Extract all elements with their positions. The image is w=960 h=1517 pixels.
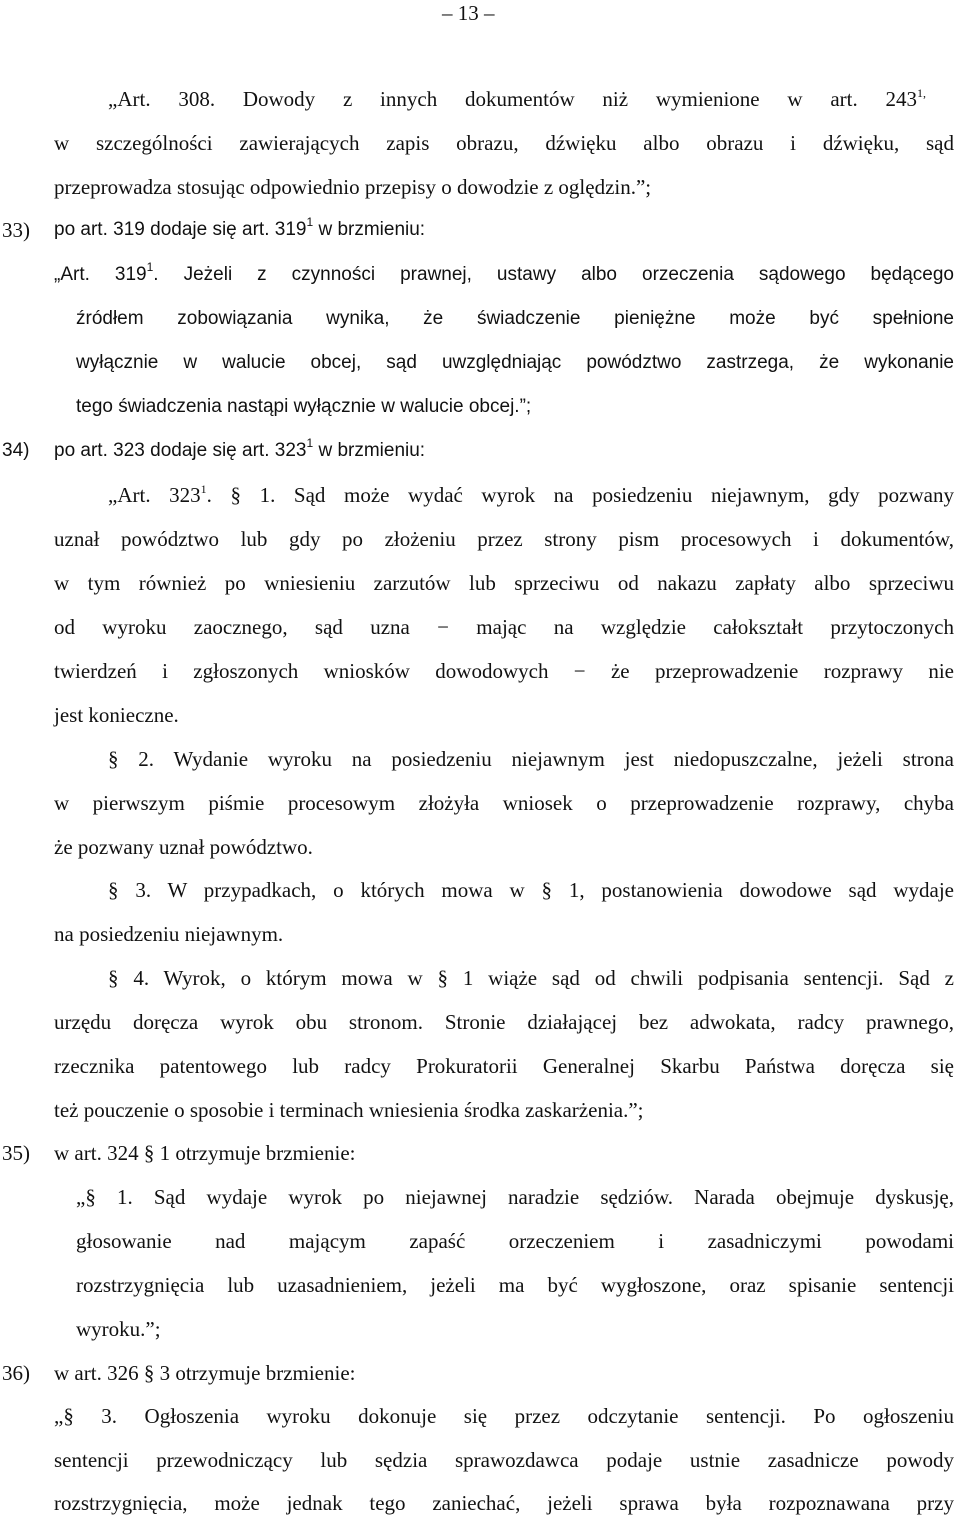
text-line: rozstrzygnięcia lub uzasadnieniem, jeżeli ma być wygłoszone, oraz spisanie sentencji (76, 1273, 954, 1297)
item-number: 36) (2, 1361, 30, 1385)
text-line: wyłącznie w walucie obcej, sąd uwzględniając powództwo zastrzega, że wykonanie (76, 352, 954, 373)
text-line: w tym również po wniesieniu zarzutów lub sprzeciwu od nakazu zapłaty albo sprzeciwu (54, 571, 954, 595)
text-line: „Art. 308. Dowody z innych dokumentów niż wymienione w art. $243^{1,}$ (108, 86, 926, 111)
text-line: że pozwany uznał powództwo. (54, 835, 313, 859)
text-line: na posiedzeniu niejawnym. (54, 922, 284, 946)
text-line: § 2. Wydanie wyroku na posiedzeniu niejawnym jest niedopuszczalne, jeżeli strona (108, 747, 954, 771)
text-line: „Art. $319^1$. Jeżeli z czynności prawnej, ustawy albo orzeczenia sądowego będącego (54, 260, 954, 285)
text-line: tego świadczenia nastąpi wyłącznie w walucie obcej.”; (76, 396, 532, 417)
text-line: urzędu doręcza wyrok obu stronom. Stronie działającej bez adwokata, radcy prawnego, (54, 1010, 954, 1034)
item-number: 34) (2, 440, 30, 461)
page-number-header (442, 0, 495, 26)
text-line: „§ 1. Sąd wydaje wyrok po niejawnej naradzie sędziów. Narada obejmuje dyskusję, (76, 1185, 954, 1209)
text-line: w szczególności zawierających zapis obrazu, dźwięku albo obrazu i dźwięku, sąd (54, 131, 954, 155)
text-line: też pouczenie o sposobie i terminach wniesienia środka zaskarżenia.”; (54, 1098, 644, 1122)
text-line: „Art. $323^1$. § 1. Sąd może wydać wyrok na posiedzeniu niejawnym, gdy pozwany (108, 482, 954, 507)
dash-right: – (484, 1, 495, 25)
text-line: jest konieczne. (54, 703, 179, 727)
text-line: przeprowadza stosując odpowiednio przepisy o dowodzie z oględzin.”; (54, 175, 652, 199)
text-line: uznał powództwo lub gdy po złożeniu przez strony pism procesowych i dokumentów, (54, 527, 954, 551)
text-line: § 4. Wyrok, o którym mowa w § 1 wiąże sąd od chwili podpisania sentencji. Sąd z (108, 966, 954, 990)
text-line: od wyroku zaocznego, sąd uzna − mając na względzie całokształt przytoczonych (54, 615, 954, 639)
text-line: po art. 319 dodaje się art. $319^1$ w brzmieniu: (54, 215, 426, 240)
text-line: rozstrzygnięcia, może jednak tego zaniechać, jeżeli sprawa była rozpoznawana przy (54, 1491, 954, 1515)
text-line: „§ 3. Ogłoszenia wyroku dokonuje się przez odczytanie sentencji. Po ogłoszeniu (54, 1404, 954, 1428)
text-line: w pierwszym piśmie procesowym złożyła wniosek o przeprowadzenie rozprawy, chyba (54, 791, 954, 815)
superscript: 1 (146, 260, 154, 274)
text-line: rzecznika patentowego lub radcy Prokuratorii Generalnej Skarbu Państwa doręcza się (54, 1054, 954, 1078)
superscript: 1 (306, 436, 314, 450)
superscript: 1 (306, 215, 314, 229)
superscript: 1, (917, 86, 926, 100)
item-number: 33) (2, 218, 30, 242)
text-line: głosowanie nad mającym zapaść orzeczeniem i zasadniczymi powodami (76, 1229, 954, 1253)
text-line: § 3. W przypadkach, o których mowa w § 1, postanowienia dowodowe sąd wydaje (108, 878, 954, 902)
dash-left: – (442, 1, 453, 25)
text-line: źródłem zobowiązania wynika, że świadczenie pieniężne może być spełnione (76, 308, 954, 329)
text-line: w art. 324 § 1 otrzymuje brzmienie: (54, 1141, 356, 1165)
text-line: wyroku.”; (76, 1317, 161, 1341)
item-number: 35) (2, 1141, 30, 1165)
superscript: 1 (200, 482, 207, 496)
text-line: sentencji przewodniczący lub sędzia sprawozdawca podaje ustnie zasadnicze powody (54, 1448, 954, 1472)
text-line: w art. 326 § 3 otrzymuje brzmienie: (54, 1361, 356, 1385)
text-line: twierdzeń i zgłoszonych wniosków dowodowych − że przeprowadzenie rozprawy nie (54, 659, 954, 683)
text-line: po art. 323 dodaje się art. $323^1$ w brzmieniu: (54, 436, 426, 461)
page-number: 13 (457, 1, 479, 25)
